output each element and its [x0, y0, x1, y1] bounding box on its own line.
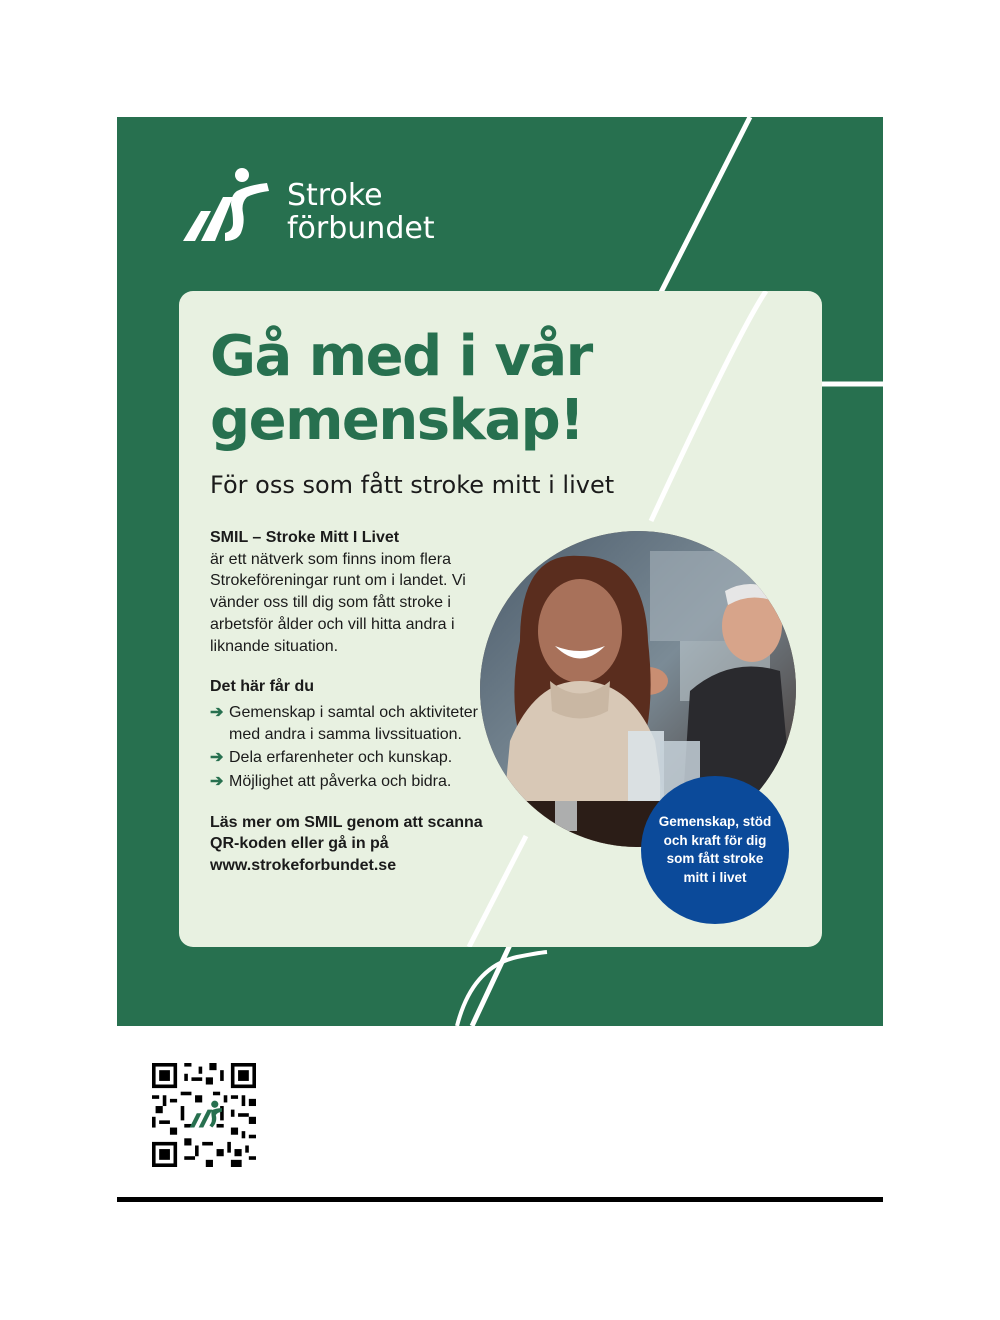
intro-body: är ett nätverk som finns inom flera Strokeföreningar runt om i landet. Vi vänder oss till dig som fått stroke i arbetsför ålder och vill hitta andra i liknande situation.	[210, 550, 466, 655]
badge	[641, 776, 789, 924]
benefit-list	[210, 702, 495, 793]
arrow-right-icon: ➔	[210, 749, 224, 767]
qr-code-icon[interactable]	[152, 1063, 256, 1167]
benefits-title: Det här får du	[210, 678, 315, 696]
arrow-right-icon: ➔	[210, 773, 224, 791]
intro-title: SMIL – Stroke Mitt I Livet	[210, 529, 400, 546]
benefit-text: Gemenskap i samtal och aktiviteter med andra i samma livssituation.	[229, 703, 478, 743]
list-item	[210, 747, 495, 769]
benefit-text: Möjlighet att påverka och bidra.	[229, 773, 452, 791]
badge-text: Gemenskap, stöd och kraft för dig som fått stroke mitt i livet	[658, 814, 772, 885]
content-card	[179, 291, 822, 947]
bottom-rule	[117, 1197, 883, 1202]
logo-text-line-2: förbundet	[287, 211, 435, 246]
text-column	[210, 527, 495, 877]
stroke-forbundet-logo-icon	[179, 167, 279, 245]
subtitle: För oss som fått stroke mitt i livet	[210, 471, 615, 499]
cta-text: Läs mer om SMIL genom att scanna QR-koden eller gå in på www.strokeforbundet.se	[210, 813, 483, 875]
list-item	[210, 702, 495, 745]
headline: Gå med i vår gemenskap!	[210, 324, 592, 453]
benefit-text: Dela erfarenheter och kunskap.	[229, 749, 453, 767]
logo-text-line-1: Stroke	[287, 178, 383, 213]
arrow-right-icon: ➔	[210, 703, 224, 721]
list-item	[210, 771, 495, 793]
